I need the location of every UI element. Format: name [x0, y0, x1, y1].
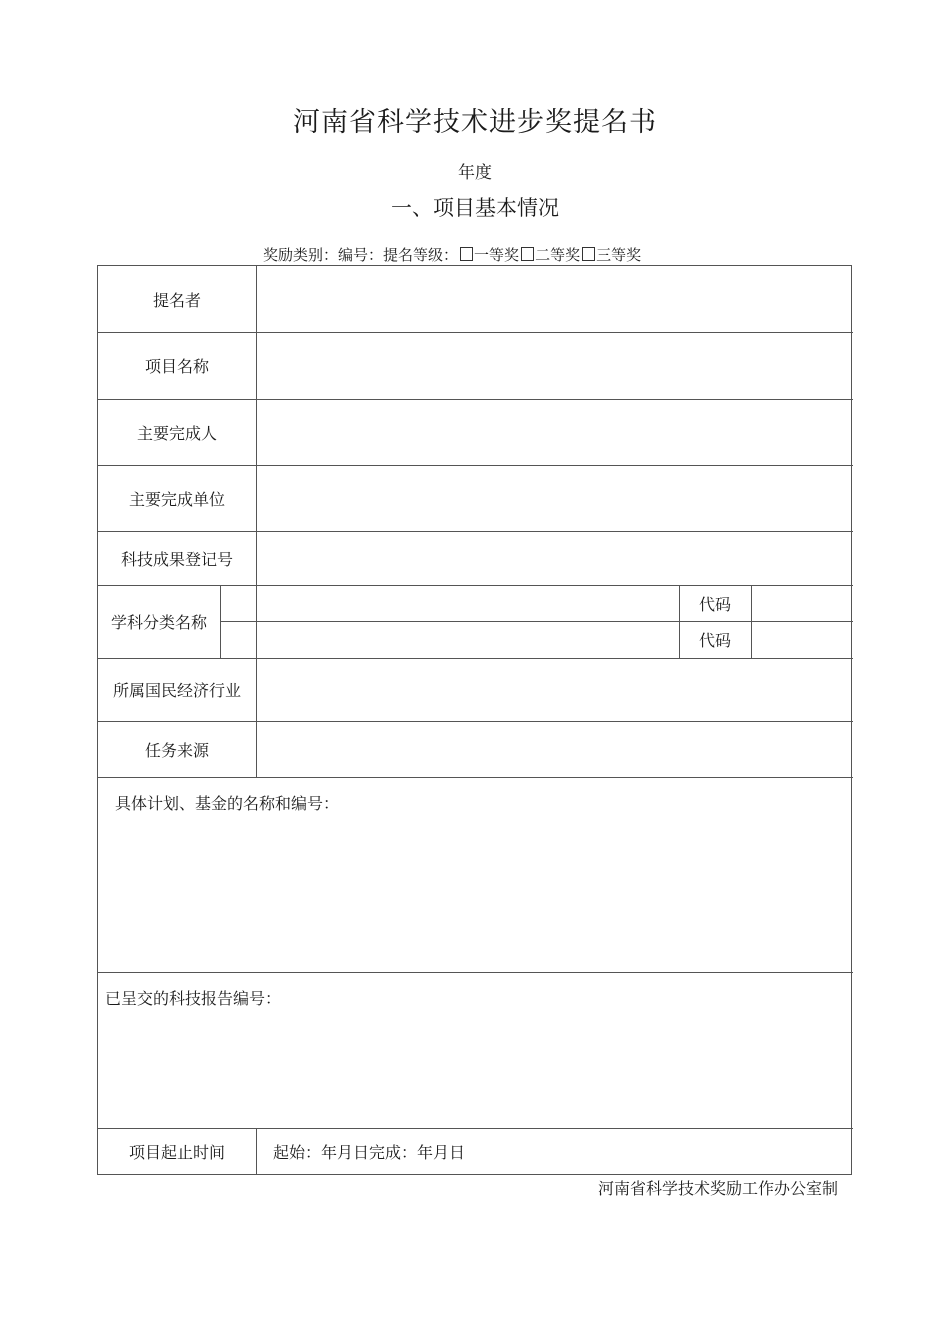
grade-1-label: 一等奖: [474, 246, 520, 264]
main-units-label: 主要完成单位: [128, 489, 225, 509]
grade-2-checkbox[interactable]: [521, 247, 534, 261]
main-units-field[interactable]: [257, 465, 853, 531]
form-table: [97, 265, 852, 1175]
code-label-1: 代码: [698, 594, 731, 614]
page-title: 河南省科学技术进步奖提名书: [293, 107, 657, 138]
plan-fund-label: 具体计划、基金的名称和编号：: [115, 794, 340, 813]
nominator-field[interactable]: [257, 266, 853, 332]
task-source-label: 任务来源: [144, 740, 209, 760]
code-field-2[interactable]: [752, 621, 853, 658]
number-label: 编号：: [338, 246, 384, 264]
code-field-1[interactable]: [752, 585, 853, 621]
section-title: 一、项目基本情况: [391, 196, 559, 220]
grade-2-label: 二等奖: [535, 246, 581, 264]
project-name-label: 项目名称: [144, 357, 209, 376]
year-label: 年度: [458, 163, 492, 183]
reports-label: 已呈交的科技报告编号：: [105, 989, 282, 1008]
main-contributors-label: 主要完成人: [136, 423, 217, 443]
grade-3-label: 三等奖: [596, 246, 642, 264]
task-source-field[interactable]: [257, 721, 853, 777]
grade-label: 提名等级：: [383, 246, 459, 264]
reports-field[interactable]: [98, 1011, 853, 1127]
column-divider: [220, 585, 221, 658]
period-value[interactable]: 起始：年月日完成：年月日: [273, 1143, 466, 1162]
nominator-label: 提名者: [152, 290, 201, 310]
footer-made-by: 河南省科学技术奖励工作办公室制: [597, 1179, 838, 1198]
discipline-field-1[interactable]: [257, 585, 679, 621]
project-name-field[interactable]: [257, 332, 853, 399]
row-divider: [98, 777, 853, 778]
discipline-field-2[interactable]: [257, 621, 679, 658]
row-divider: [98, 972, 853, 973]
code-label-2: 代码: [698, 631, 731, 650]
award-category-label: 奖励类别：: [263, 246, 339, 264]
grade-3-checkbox[interactable]: [582, 247, 595, 261]
registration-no-label: 科技成果登记号: [120, 549, 233, 569]
column-divider: [256, 1128, 257, 1175]
discipline-label: 学科分类名称: [110, 613, 207, 632]
industry-label: 所属国民经济行业: [112, 681, 241, 700]
main-contributors-field[interactable]: [257, 399, 853, 465]
period-label: 项目起止时间: [128, 1143, 225, 1162]
registration-no-field[interactable]: [257, 531, 853, 585]
plan-fund-field[interactable]: [98, 816, 853, 971]
grade-1-checkbox[interactable]: [460, 247, 473, 261]
industry-field[interactable]: [257, 658, 853, 721]
meta-line: [263, 244, 641, 265]
